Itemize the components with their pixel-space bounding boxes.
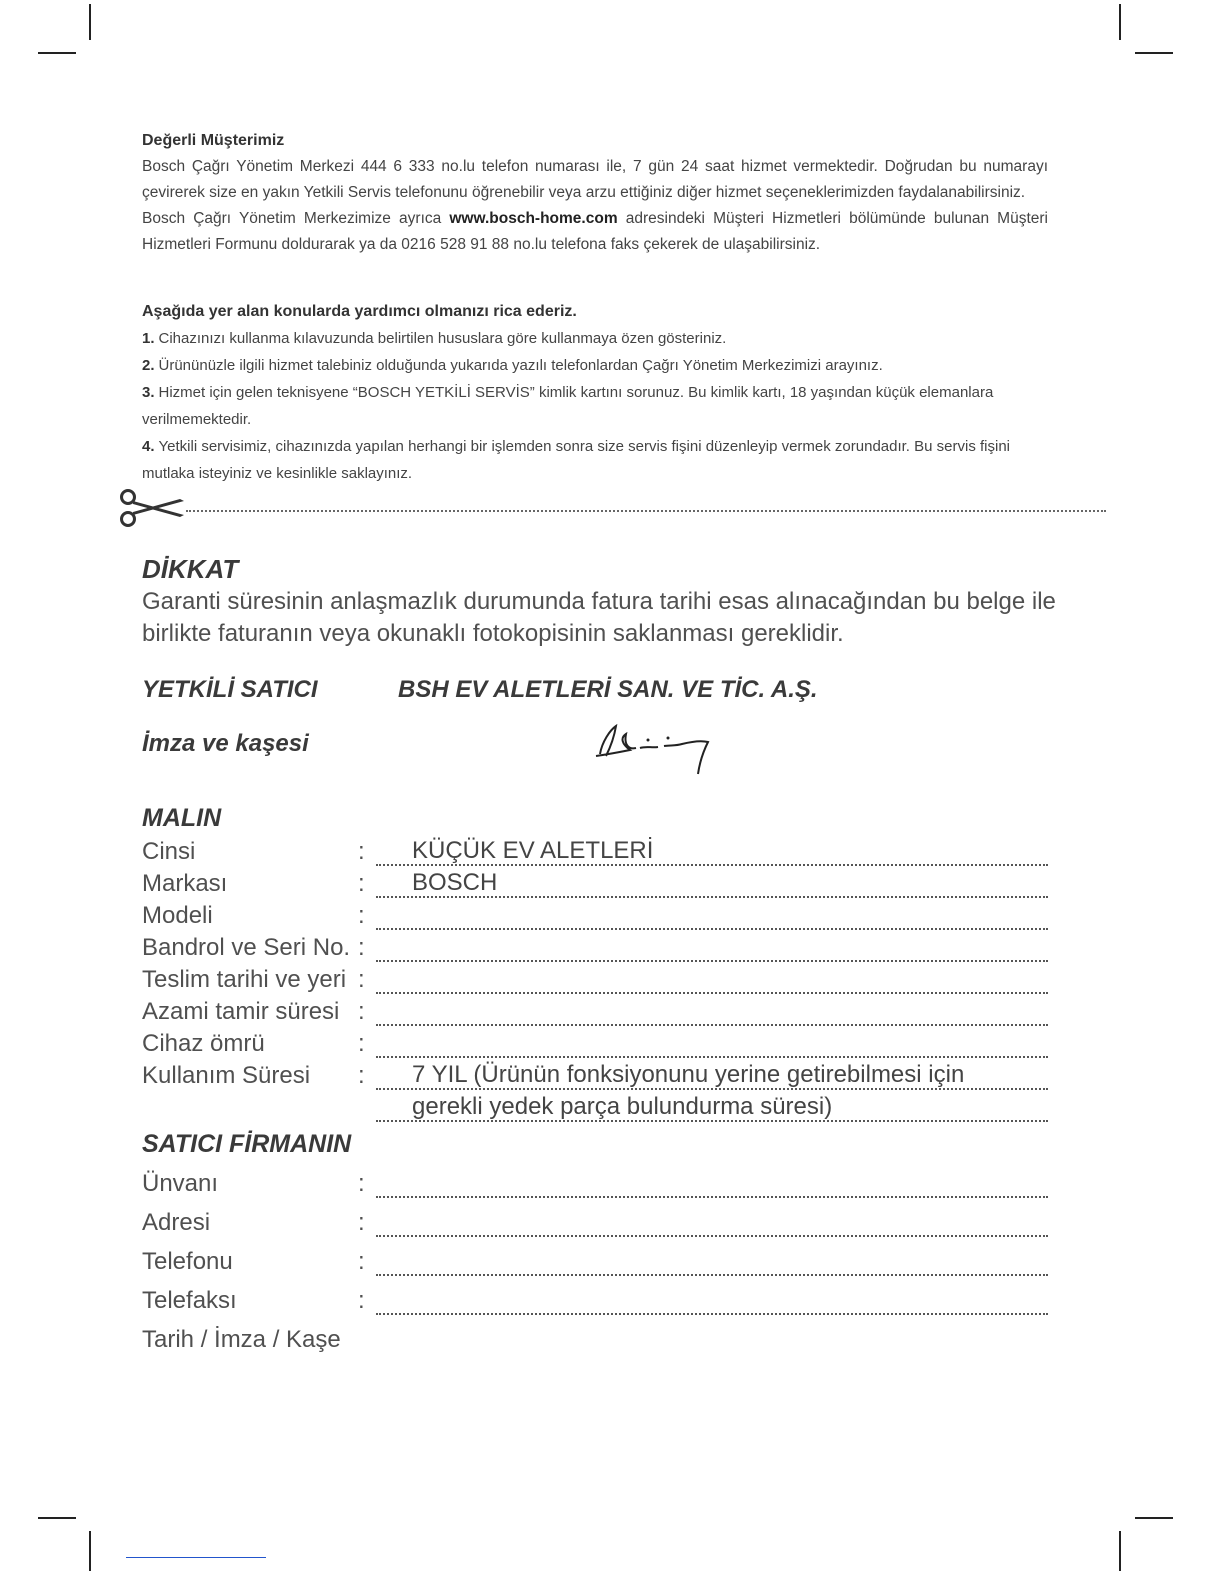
help-item [142,325,1048,352]
help-item [142,379,1048,433]
product-section-heading: MALIN [142,804,222,832]
crop-mark [89,4,91,40]
field-label: Markası [142,870,228,897]
authorized-seller-value: BSH EV ALETLERİ SAN. VE TİC. A.Ş. [398,676,818,703]
field-label: Cihaz ömrü [142,1030,265,1057]
signature-label: İmza ve kaşesi [142,730,309,757]
intro-paragraph-1: Bosch Çağrı Yönetim Merkezi 444 6 333 no.lu telefon numarası ile, 7 gün 24 saat hizmet vermektedir. Doğrudan bu numarayı çevirerek size en yakın Yetkili Servis telefonunu öğrenebilir veya arzu ettiğiniz diğer hizmet seçeneklerimizden faydalanabilirsiniz. [142,158,1048,201]
field-label: Teslim tarihi ve yeri [142,966,347,993]
crop-mark [1135,52,1173,54]
crop-mark [1119,4,1121,40]
cut-line [186,510,1106,512]
field-dotted-line [376,1024,1048,1026]
form-row-fax [142,1287,1048,1319]
field-value: KÜÇÜK EV ALETLERİ [412,837,654,864]
form-row-repair-time [142,998,1048,1030]
form-row-usage-period [142,1062,1048,1094]
help-item-text: Cihazınızı kullanma kılavuzunda belirtilen hususlara göre kullanmaya özen gösteriniz. [158,330,727,347]
field-value: 7 YIL (Ürünün fonksiyonunu yerine getirebilmesi için [412,1061,965,1088]
field-value: BOSCH [412,869,498,896]
form-row-address [142,1209,1048,1241]
dikkat-heading: DİKKAT [142,554,239,584]
intro-section [142,128,1048,258]
crop-mark [89,1531,91,1571]
field-colon: : [358,902,365,929]
help-item-text: Hizmet için gelen teknisyene “BOSCH YETKİLİ SERVİS” kimlik kartını sorunuz. Bu kimlik kartı, 18 yaşından küçük elemanlara verilmemektedir. [142,384,994,428]
form-row-type [142,838,1048,870]
help-item-text: Ürününüzle ilgili hizmet talebiniz olduğunda yukarıda yazılı telefonlardan Çağrı Yönetim Merkezimizi arayınız. [158,357,883,374]
authorized-seller-label: YETKİLİ SATICI [142,676,318,703]
field-colon: : [358,1030,365,1057]
field-dotted-line [376,992,1048,994]
intro-p2-text: Bosch Çağrı Yönetim Merkezimize ayrıca [142,210,450,227]
field-label: Telefaksı [142,1287,237,1314]
form-row-model [142,902,1048,934]
form-row-phone [142,1248,1048,1280]
crop-mark [1119,1531,1121,1571]
form-row-title [142,1170,1048,1202]
scissors-icon [118,488,186,528]
field-dotted-line [376,928,1048,930]
form-row-delivery [142,966,1048,998]
field-colon: : [358,1287,365,1314]
field-label: Ünvanı [142,1170,219,1197]
intro-p2-text-end: adresindeki Müşteri Hizmetleri bölümünde bulunan Müşteri Hizmetleri Formunu doldurarak ya da 0216 528 91 88 no.lu telefona faks çekerek de ulaşabilirsiniz. [142,210,1048,253]
field-label: Tarih / İmza / Kaşe [142,1326,341,1353]
field-label: Cinsi [142,838,196,865]
field-label: Telefonu [142,1248,233,1275]
help-item [142,352,1048,379]
form-row-date-signature [142,1326,1048,1358]
field-dotted-line [376,1196,1048,1198]
field-label: Bandrol ve Seri No. [142,934,351,961]
crop-mark [38,1517,76,1519]
help-item-number: 2. [142,357,155,374]
field-colon: : [358,1170,365,1197]
field-dotted-line [376,960,1048,962]
help-item-number: 4. [142,438,155,455]
form-row-serial [142,934,1048,966]
help-item [142,433,1048,487]
field-colon: : [358,1248,365,1275]
field-colon: : [358,1209,365,1236]
field-colon: : [358,934,365,961]
seller-firm-section-heading: SATICI FİRMANIN [142,1130,352,1158]
field-colon: : [358,838,365,865]
help-item-text: Yetkili servisimiz, cihazınızda yapılan herhangi bir işlemden sonra size servis fişini düzenleyip vermek zorundadır. Bu servis fişini mutlaka isteyiniz ve kesinlikle saklayınız. [142,438,1010,482]
field-colon: : [358,870,365,897]
field-dotted-line [376,1056,1048,1058]
field-label: Azami tamir süresi [142,998,340,1025]
website-link: www.bosch-home.com [449,210,618,227]
field-colon: : [358,998,365,1025]
field-dotted-line [376,1235,1048,1237]
help-item-number: 1. [142,330,155,347]
intro-paragraph-2 [142,206,1048,258]
form-row-lifetime [142,1030,1048,1062]
form-row-usage-period-continued [376,1094,1048,1126]
intro-heading: Değerli Müşterimiz [142,132,285,149]
field-label: Adresi [142,1209,211,1236]
crop-mark [38,52,76,54]
help-section [142,298,1048,487]
signature-image [590,718,720,780]
field-label: Modeli [142,902,213,929]
field-dotted-line [376,1274,1048,1276]
field-colon: : [358,966,365,993]
field-colon: : [358,1062,365,1089]
form-row-brand [142,870,1048,902]
field-dotted-line [376,1313,1048,1315]
crop-mark [1135,1517,1173,1519]
footer-rule [126,1557,266,1558]
help-item-number: 3. [142,384,155,401]
dikkat-text: Garanti süresinin anlaşmazlık durumunda fatura tarihi esas alınacağından bu belge ile birlikte faturanın veya okunaklı fotokopisinin saklanması gereklidir. [142,588,1056,647]
field-label: Kullanım Süresi [142,1062,311,1089]
help-heading: Aşağıda yer alan konularda yardımcı olmanızı rica ederiz. [142,303,577,320]
field-value: gerekli yedek parça bulundurma süresi) [412,1093,833,1120]
